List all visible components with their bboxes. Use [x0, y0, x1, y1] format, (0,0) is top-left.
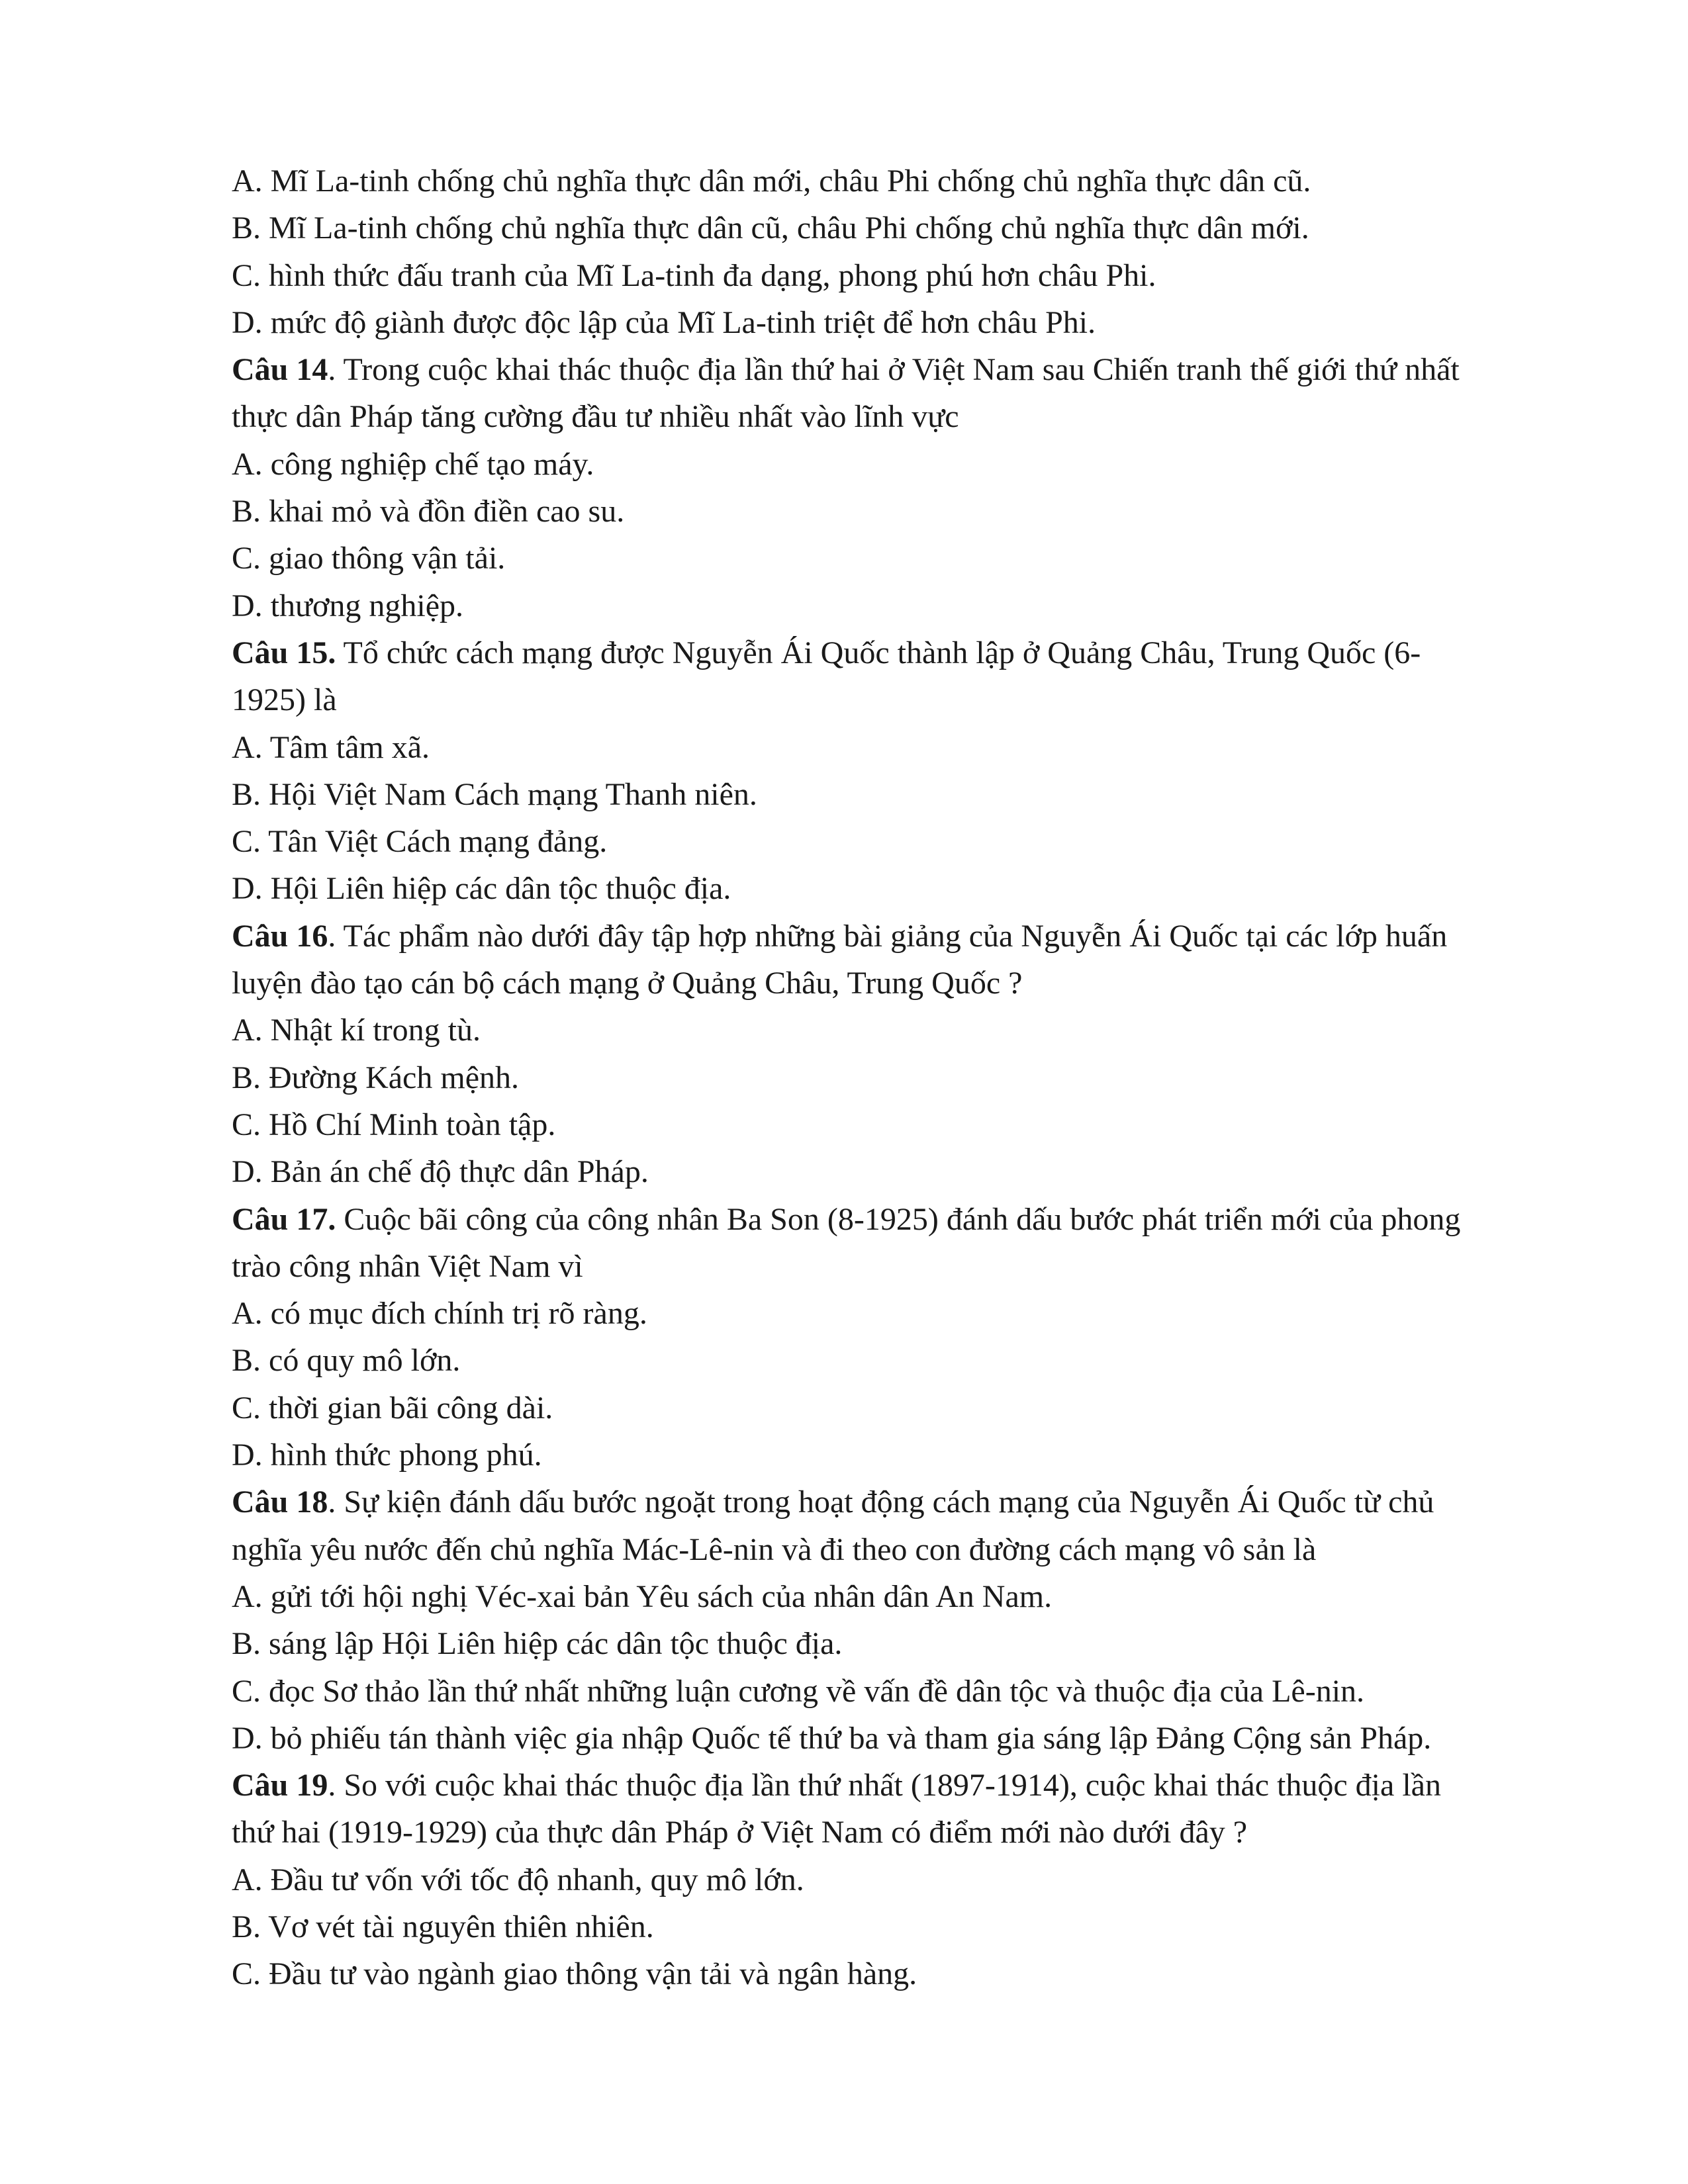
option-b: B. Đường Kách mệnh.: [232, 1060, 519, 1095]
option-a: A. gửi tới hội nghị Véc-xai bản Yêu sách của nhân dân An Nam.: [232, 1578, 1053, 1614]
question-stem: [232, 629, 1542, 676]
option-a: A. Đầu tư vốn với tốc độ nhanh, quy mô lớn.: [232, 1862, 804, 1897]
option-d: D. Hội Liên hiệp các dân tộc thuộc địa.: [232, 871, 731, 907]
option-a: A. Tâm tâm xã.: [232, 729, 430, 765]
option-c: C. giao thông vận tải.: [232, 541, 506, 576]
question-text: Cuộc bãi công của công nhân Ba Son (8-1925) đánh dấu bước phát triển mới của phong: [336, 1201, 1461, 1237]
option-a: A. Nhật kí trong tù.: [232, 1013, 481, 1048]
question-text: . Trong cuộc khai thác thuộc địa lần thứ hai ở Việt Nam sau Chiến tranh thế giới thứ nhất: [328, 352, 1460, 388]
question-stem: [232, 1479, 1542, 1525]
option-d: D. mức độ giành được độc lập của Mĩ La-tinh triệt để hơn châu Phi.: [232, 304, 1096, 340]
question-text: Tổ chức cách mạng được Nguyễn Ái Quốc thành lập ở Quảng Châu, Trung Quốc (6-: [336, 635, 1421, 670]
question-text-continued: thứ hai (1919-1929) của thực dân Pháp ở Việt Nam có điểm mới nào dưới đây ?: [232, 1815, 1248, 1850]
question-text-continued: nghĩa yêu nước đến chủ nghĩa Mác-Lê-nin và đi theo con đường cách mạng vô sản là: [232, 1531, 1317, 1567]
question-text: . Sự kiện đánh dấu bước ngoặt trong hoạt động cách mạng của Nguyễn Ái Quốc từ chủ: [328, 1484, 1434, 1520]
question-stem: [232, 1196, 1542, 1243]
option-d: D. thương nghiệp.: [232, 588, 464, 623]
option-c: C. Hồ Chí Minh toàn tập.: [232, 1107, 556, 1142]
option-a: A. công nghiệp chế tạo máy.: [232, 446, 594, 482]
question-number: Câu 18: [232, 1484, 328, 1520]
option-b: B. có quy mô lớn.: [232, 1343, 461, 1379]
option-c: C. Đầu tư vào ngành giao thông vận tải và ngân hàng.: [232, 1956, 917, 1992]
question-number: Câu 14: [232, 352, 328, 388]
option-a: A. Mĩ La-tinh chống chủ nghĩa thực dân mới, châu Phi chống chủ nghĩa thực dân cũ.: [232, 163, 1311, 199]
option-b: B. khai mỏ và đồn điền cao su.: [232, 494, 625, 529]
document-page: [232, 158, 1542, 1998]
question-number: Câu 19: [232, 1768, 328, 1803]
question-stem: [232, 346, 1542, 393]
option-c: C. thời gian bãi công dài.: [232, 1390, 553, 1426]
question-number: Câu 15.: [232, 635, 336, 670]
question-text: . So với cuộc khai thác thuộc địa lần thứ nhất (1897-1914), cuộc khai thác thuộc địa lần: [328, 1768, 1441, 1803]
question-text-continued: luyện đào tạo cán bộ cách mạng ở Quảng Châu, Trung Quốc ?: [232, 966, 1023, 1001]
question-stem: [232, 913, 1542, 960]
question-text-continued: thực dân Pháp tăng cường đầu tư nhiều nhất vào lĩnh vực: [232, 399, 959, 435]
question-number: Câu 16: [232, 918, 328, 954]
option-d: D. Bản án chế độ thực dân Pháp.: [232, 1154, 649, 1190]
question-text: . Tác phẩm nào dưới đây tập hợp những bài giảng của Nguyễn Ái Quốc tại các lớp huấn: [328, 918, 1448, 954]
option-b: B. sáng lập Hội Liên hiệp các dân tộc thuộc địa.: [232, 1626, 843, 1662]
question-number: Câu 17.: [232, 1201, 336, 1237]
option-b: B. Mĩ La-tinh chống chủ nghĩa thực dân cũ, châu Phi chống chủ nghĩa thực dân mới.: [232, 210, 1309, 246]
option-a: A. có mục đích chính trị rõ ràng.: [232, 1296, 647, 1332]
question-text-continued: trào công nhân Việt Nam vì: [232, 1248, 583, 1284]
option-c: C. đọc Sơ thảo lần thứ nhất những luận cương về vấn đề dân tộc và thuộc địa của Lê-nin.: [232, 1673, 1365, 1709]
option-d: D. hình thức phong phú.: [232, 1437, 542, 1473]
question-stem: [232, 1762, 1542, 1809]
option-c: C. Tân Việt Cách mạng đảng.: [232, 824, 608, 860]
option-c: C. hình thức đấu tranh của Mĩ La-tinh đa dạng, phong phú hơn châu Phi.: [232, 257, 1156, 293]
option-b: B. Hội Việt Nam Cách mạng Thanh niên.: [232, 776, 757, 812]
question-text-continued: 1925) là: [232, 682, 337, 718]
option-b: B. Vơ vét tài nguyên thiên nhiên.: [232, 1909, 654, 1944]
option-d: D. bỏ phiếu tán thành việc gia nhập Quốc tế thứ ba và tham gia sáng lập Đảng Cộng sản Pháp.: [232, 1720, 1432, 1756]
